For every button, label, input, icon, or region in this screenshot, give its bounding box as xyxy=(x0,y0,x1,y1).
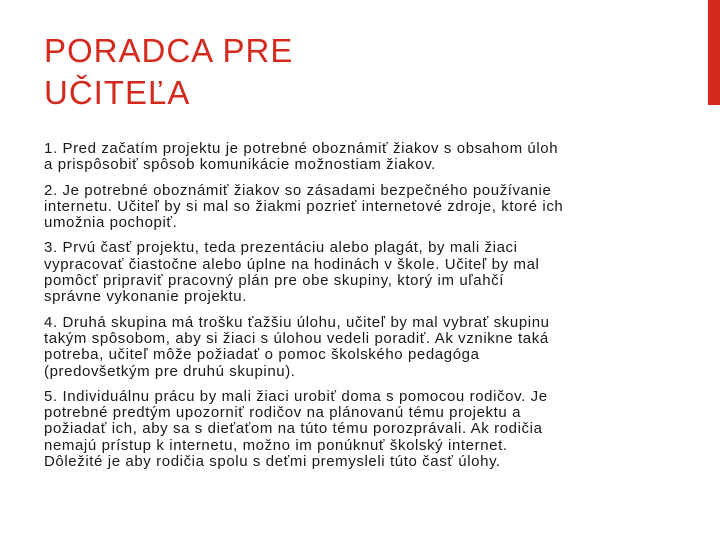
item-1-line-2: a prispôsobiť spôsob komunikácie možnostiam žiakov. xyxy=(44,156,436,174)
item-5-line-3: požiadať ich, aby sa s dieťaťom na túto tému porozprávali. Ak rodičia xyxy=(44,420,543,438)
item-5-line-5: Dôležité je aby rodičia spolu s deťmi premysleli túto časť úlohy. xyxy=(44,453,501,471)
item-3-line-4: správne vykonanie projektu. xyxy=(44,288,247,306)
slide-content xyxy=(44,141,684,479)
item-4-line-4: (predovšetkým pre druhú skupinu). xyxy=(44,362,296,380)
item-3-line-2: vypracovať čiastočne alebo úplne na hodinách v škole. Učiteľ by mal xyxy=(44,255,540,273)
slide-title-line-2: UČITEĽA xyxy=(44,74,191,111)
item-5-line-1: 5. Individuálnu prácu by mali žiaci urobiť doma s pomocou rodičov. Je xyxy=(44,387,548,405)
item-4-line-3: potreba, učiteľ môže požiadať o pomoc školského pedagóga xyxy=(44,346,480,364)
item-5-line-2: potrebné predtým upozorniť rodičov na plánovanú tému projektu a xyxy=(44,404,522,422)
item-3-line-1: 3. Prvú časť projektu, teda prezentáciu alebo plagát, by mali žiaci xyxy=(44,239,518,257)
list-item-5 xyxy=(44,389,684,470)
item-1-line-1: 1. Pred začatím projektu je potrebné oboznámiť žiakov s obsahom úloh xyxy=(44,140,559,157)
slide-title xyxy=(44,30,684,114)
item-4-line-1: 4. Druhá skupina má trošku ťažšiu úlohu, učiteľ by mal vybrať skupinu xyxy=(44,313,550,331)
list-item-3 xyxy=(44,240,684,305)
slide-title-line-1: PORADCA PRE xyxy=(44,32,294,69)
item-4-line-2: takým spôsobom, aby si žiaci s úlohou vedeli poradiť. Ak vznikne taká xyxy=(44,329,549,347)
item-2-line-3: umožnia pochopiť. xyxy=(44,214,178,232)
list-item-4 xyxy=(44,315,684,380)
list-item-1 xyxy=(44,141,684,174)
item-2-line-2: internetu. Učiteľ by si mal so žiakmi pozrieť internetové zdroje, ktoré ich xyxy=(44,197,564,215)
item-3-line-3: pomôcť pripraviť pracovný plán pre obe skupiny, ktorý im uľahčí xyxy=(44,272,505,290)
list-item-2 xyxy=(44,183,684,232)
accent-bar xyxy=(708,0,720,105)
item-5-line-4: nemajú prístup k internetu, možno im ponúknuť školský internet. xyxy=(44,436,508,454)
item-2-line-1: 2. Je potrebné oboznámiť žiakov so zásadami bezpečného používanie xyxy=(44,181,552,199)
